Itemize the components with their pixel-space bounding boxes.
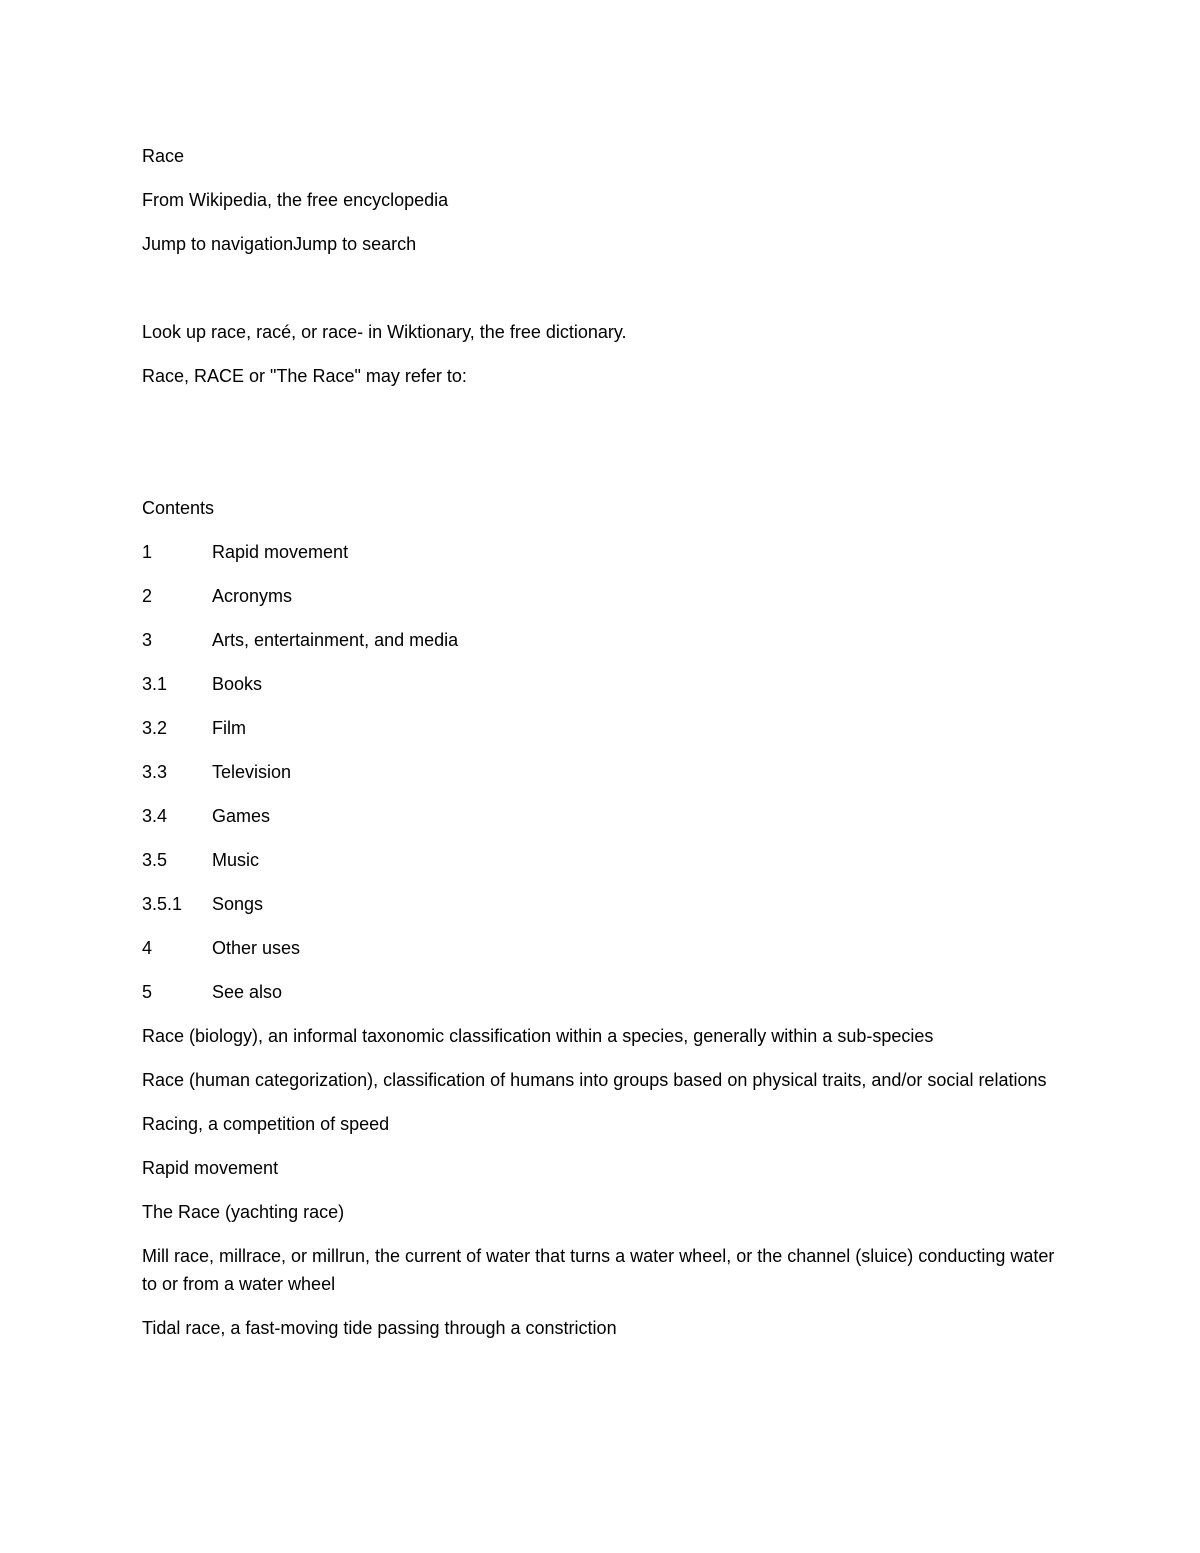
list-item: Race (human categorization), classification of humans into groups based on physical traits, and/or social relations bbox=[142, 1070, 1047, 1090]
entries-list bbox=[142, 1022, 1062, 1342]
toc-item bbox=[142, 626, 1062, 654]
toc-number: 3.1 bbox=[142, 674, 168, 694]
toc-label: Arts, entertainment, and media bbox=[212, 630, 459, 650]
toc-label: Music bbox=[212, 850, 260, 870]
toc-item bbox=[142, 846, 1062, 874]
toc-number: 5 bbox=[142, 982, 153, 1002]
toc-item bbox=[142, 802, 1062, 830]
list-item: Mill race, millrace, or millrun, the current of water that turns a water wheel, or the channel (sluice) conducting water to or from a water wheel bbox=[142, 1246, 1055, 1294]
toc-number: 4 bbox=[142, 938, 153, 958]
toc-number: 3.2 bbox=[142, 718, 168, 738]
toc-label: Books bbox=[212, 674, 263, 694]
list-item: Race (biology), an informal taxonomic classification within a species, generally within a sub-species bbox=[142, 1026, 934, 1046]
subtitle: From Wikipedia, the free encyclopedia bbox=[142, 190, 449, 210]
toc-item bbox=[142, 758, 1062, 786]
jump-links: Jump to navigationJump to search bbox=[142, 234, 417, 254]
refer-to-line: Race, RACE or "The Race" may refer to: bbox=[142, 366, 467, 386]
toc-label: Other uses bbox=[212, 938, 301, 958]
table-of-contents bbox=[142, 538, 1062, 1006]
toc-label: Acronyms bbox=[212, 586, 293, 606]
list-item: Tidal race, a fast-moving tide passing through a constriction bbox=[142, 1318, 617, 1338]
contents-heading: Contents bbox=[142, 498, 215, 518]
list-item: Racing, a competition of speed bbox=[142, 1114, 390, 1134]
toc-item bbox=[142, 890, 1062, 918]
toc-item bbox=[142, 978, 1062, 1006]
toc-number: 3 bbox=[142, 630, 153, 650]
toc-item bbox=[142, 934, 1062, 962]
toc-number: 3.5.1 bbox=[142, 894, 183, 914]
toc-number: 1 bbox=[142, 542, 153, 562]
toc-number: 3.5 bbox=[142, 850, 168, 870]
toc-item bbox=[142, 582, 1062, 610]
toc-item bbox=[142, 714, 1062, 742]
document-body bbox=[142, 142, 1062, 1358]
list-item: Rapid movement bbox=[142, 1158, 279, 1178]
spacer bbox=[142, 274, 1062, 318]
toc-label: Games bbox=[212, 806, 271, 826]
toc-number: 3.3 bbox=[142, 762, 168, 782]
spacer bbox=[142, 406, 1062, 494]
toc-item bbox=[142, 670, 1062, 698]
page-title: Race bbox=[142, 146, 185, 166]
toc-label: Television bbox=[212, 762, 292, 782]
toc-item bbox=[142, 538, 1062, 566]
toc-number: 3.4 bbox=[142, 806, 168, 826]
toc-label: Songs bbox=[212, 894, 264, 914]
wiktionary-note: Look up race, racé, or race- in Wiktionary, the free dictionary. bbox=[142, 322, 627, 342]
list-item: The Race (yachting race) bbox=[142, 1202, 345, 1222]
toc-number: 2 bbox=[142, 586, 153, 606]
toc-label: Rapid movement bbox=[212, 542, 349, 562]
toc-label: Film bbox=[212, 718, 246, 738]
toc-label: See also bbox=[212, 982, 283, 1002]
